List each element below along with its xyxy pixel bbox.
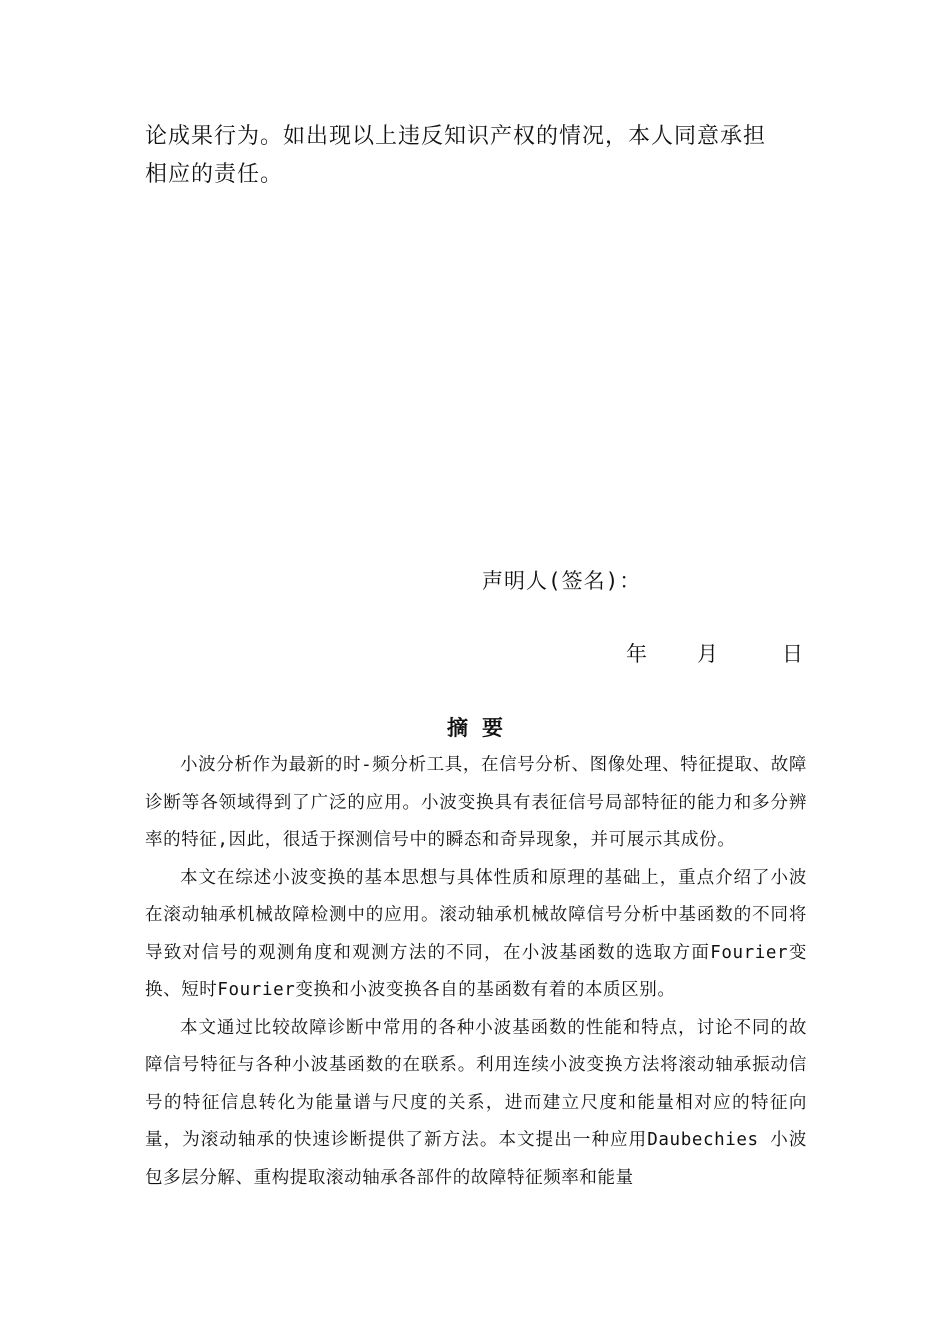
declaration-line-2: 相应的责任。 <box>145 162 284 187</box>
abstract-heading: 摘要 <box>447 716 517 740</box>
declaration-line-1: 论成果行为。如出现以上违反知识产权的情况，本人同意承担 <box>145 124 767 149</box>
date-month-label: 月 <box>697 642 718 666</box>
abstract-body <box>145 747 807 1197</box>
date-year-label: 年 <box>626 642 647 666</box>
declaration-text <box>145 118 825 194</box>
abstract-paragraph-2: 本文在综述小波变换的基本思想与具体性质和原理的基础上，重点介绍了小波在滚动轴承机械故障检测中的应用。滚动轴承机械故障信号分析中基函数的不同将导致对信号的观测角度和观测方法的不同，在小波基函数的选取方面Fourier变换、短时Fourier变换和小波变换各自的基函数有着的本质区别。 <box>145 867 807 1000</box>
signature-label: 声明人(签名)： <box>482 569 642 593</box>
date-day-label: 日 <box>782 642 803 666</box>
abstract-paragraph-1: 小波分析作为最新的时-频分析工具，在信号分析、图像处理、特征提取、故障诊断等各领域得到了广泛的应用。小波变换具有表征信号局部特征的能力和多分辨率的特征,因此，很适于探测信号中的瞬态和奇异现象，并可展示其成份。 <box>145 755 807 850</box>
abstract-paragraph-3: 本文通过比较故障诊断中常用的各种小波基函数的性能和特点，讨论不同的故障信号特征与各种小波基函数的在联系。利用连续小波变换方法将滚动轴承振动信号的特征信息转化为能量谱与尺度的关系，进而建立尺度和能量相对应的特征向量，为滚动轴承的快速诊断提供了新方法。本文提出一种应用Daubechies 小波包多层分解、重构提取滚动轴承各部件的故障特征频率和能量 <box>145 1017 807 1188</box>
